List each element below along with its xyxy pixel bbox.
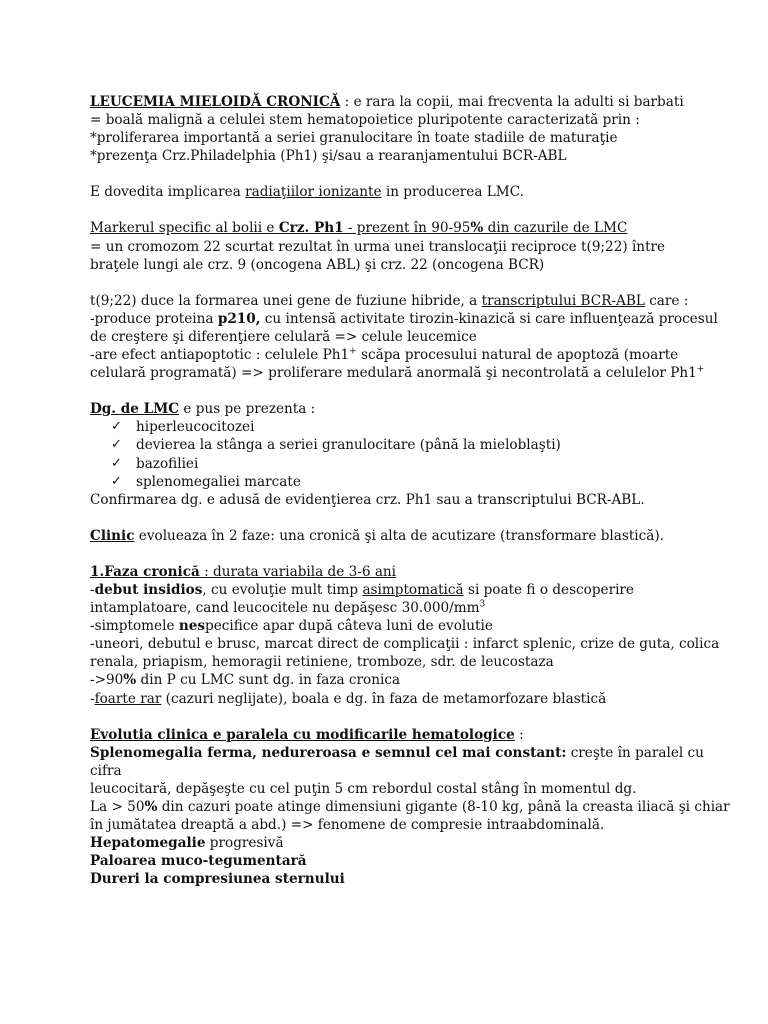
list-item: ✓ hiperleucocitozei [111, 419, 255, 436]
transl-line-4: -are efect antiapoptotic : celulele Ph1+ scăpa procesului natural de apoptoză (moarte [90, 346, 679, 364]
evol-line-5: în jumătatea dreaptă a abd.) => fenomene de compresie intraabdominală. [90, 817, 605, 834]
evol-line-7: Paloarea muco-tegumentară [90, 853, 307, 870]
marker-line-3: braţele lungi ale crz. 9 (oncogena ABL) şi crz. 22 (oncogena BCR) [90, 256, 545, 273]
diag-heading: Dg. de LMC e pus pe prezenta : [90, 401, 316, 418]
transl-line-3: de creştere şi diferenţiere celulară => celule leucemice [90, 328, 477, 345]
transl-line-2: -produce proteina p210, cu intensă activitate tirozin-kinazică si care influenţează procesul [90, 310, 718, 327]
list-item: ✓ bazofiliei [111, 455, 199, 472]
faza-line-4: -simptomele nespecifice apar după câteva luni de evolutie [90, 618, 493, 635]
list-item: ✓ splenomegaliei marcate [111, 473, 301, 490]
faza-heading: 1.Faza cronică : durata variabila de 3-6 ani [90, 563, 397, 580]
transl-line-5: celulară programată) => proliferare medulară anormală şi necontrolată a celulelor Ph1+ [90, 364, 705, 382]
checkmark-icon: ✓ [111, 437, 122, 453]
list-item: ✓ devierea la stânga a seriei granulocitare (până la mieloblaşti) [111, 437, 561, 454]
evol-line-6: Hepatomegalie progresivă [90, 835, 284, 852]
checkmark-icon: ✓ [111, 419, 122, 435]
checkmark-icon: ✓ [111, 455, 122, 471]
intro-line-1: LEUCEMIA MIELOIDĂ CRONICĂ : e rara la copii, mai frecventa la adulti si barbati [90, 94, 684, 110]
faza-line-6: renala, priapism, hemoragii retiniene, tromboze, sdr. de leucostaza [90, 654, 554, 671]
faza-line-3: intamplatoare, cand leucocitele nu depăşesc $30.000/mm^3$ [90, 599, 486, 617]
marker-line-2: = un cromozom 22 scurtat rezultat în urma unei translocaţii reciproce t(9;22) între [90, 238, 666, 255]
faza-line-7: ->90% din P cu LMC sunt dg. in faza cronica [90, 672, 401, 689]
faza-line-2: -debut insidios, cu evoluţie mult timp asimptomatică si poate fi o descoperire [90, 581, 634, 598]
transl-line-1: t(9;22) duce la formarea unei gene de fuziune hibride, a transcriptului BCR-ABL care : [90, 292, 689, 309]
evol-line-8: Dureri la compresiunea sternului [90, 871, 345, 888]
diag-confirm: Confirmarea dg. e adusă de evidenţierea crz. Ph1 sau a transcriptului BCR-ABL. [90, 491, 645, 508]
evol-line-2: Splenomegalia ferma, nedureroasa e semnul cel mai constant: creşte în paralel cu cifra [90, 744, 704, 779]
diag-checklist [90, 418, 730, 490]
doc-title: LEUCEMIA MIELOIDĂ CRONICĂ [90, 94, 341, 110]
intro-line-4: *prezenţa Crz.Philadelphia (Ph1) şi/sau a rearanjamentului BCR-ABL [90, 148, 567, 165]
intro-line-2: = boală malignă a celulei stem hematopoietice pluripotente caracterizată prin : [90, 112, 640, 129]
marker-line-1: Markerul specific al bolii e Crz. Ph1 - prezent în 90-95% din cazurile de LMC [90, 220, 628, 237]
evol-line-4: La > 50% din cazuri poate atinge dimensiuni gigante (8-10 kg, până la creasta iliacă şi chiar [90, 799, 730, 815]
faza-line-5: -uneori, debutul e brusc, marcat direct de complicaţii : infarct splenic, crize de guta, colica [90, 636, 720, 653]
intro-line-3: *proliferarea importantă a seriei granulocitare în toate stadiile de maturaţie [90, 130, 618, 147]
radiatii-line: E dovedita implicarea radiaţiilor ionizante in producerea LMC. [90, 184, 524, 201]
document-page [90, 93, 730, 888]
faza-line-8: -foarte rar (cazuri neglijate), boala e dg. în faza de metamorfozare blastică [90, 690, 607, 707]
checkmark-icon: ✓ [111, 473, 122, 489]
clinic-line: Clinic evolueaza în 2 faze: una cronică şi alta de acutizare (transformare blastică). [90, 527, 664, 544]
evol-line-3: leucocitară, depăşeşte cu cel puţin 5 cm rebordul costal stâng în momentul dg. [90, 780, 637, 797]
evol-heading: Evolutia clinica e paralela cu modificarile hematologice : [90, 726, 524, 743]
